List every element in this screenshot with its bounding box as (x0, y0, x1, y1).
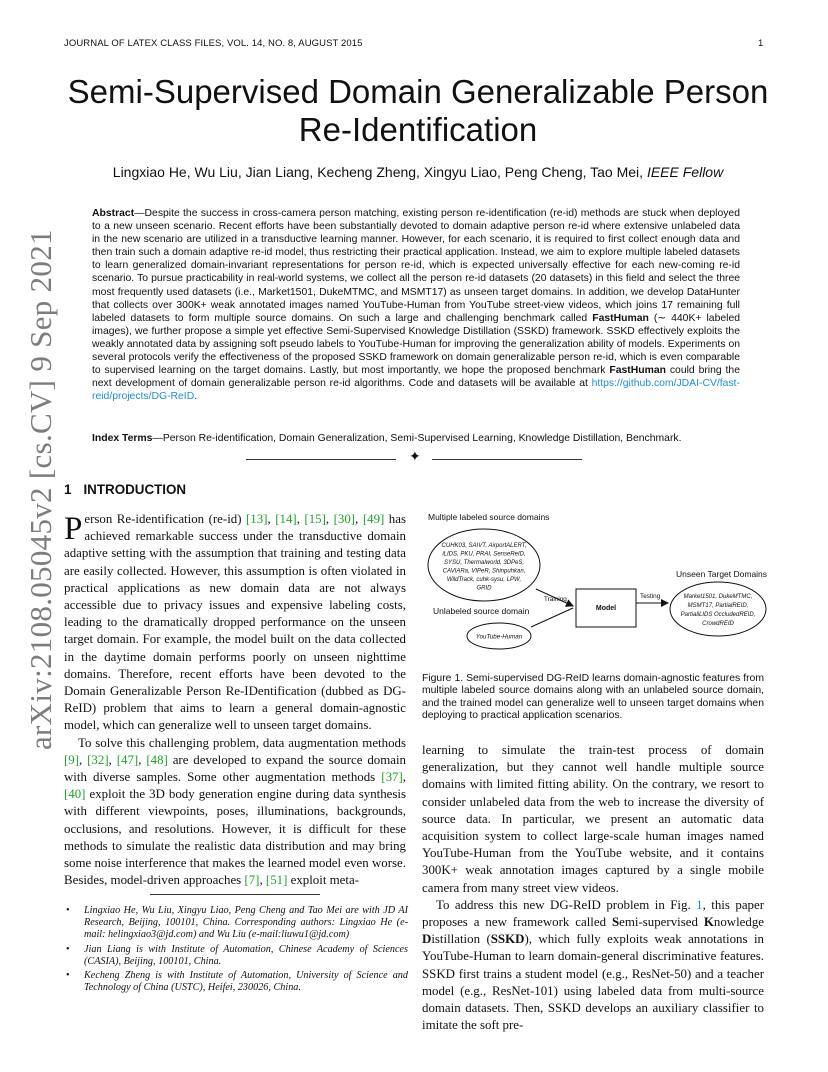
body-text: emi-supervised (619, 915, 704, 930)
left-column (64, 482, 406, 889)
footnote-item (64, 944, 408, 968)
source-dataset-line: iLIDS, PKU, PRAI, SenseReID, (442, 551, 526, 558)
arxiv-identifier-text: arXiv:2108.05045v2 [cs.CV] 9 Sep 2021 (23, 229, 58, 750)
citation-link[interactable]: [32] (87, 752, 109, 767)
section-heading (64, 482, 406, 497)
target-dataset-line: MSMT17, PartialREID, (687, 603, 749, 609)
method-acronym: SSKD (490, 932, 525, 947)
source-dataset-line: GRID (476, 585, 492, 592)
citation-link[interactable]: [7] (244, 873, 260, 888)
affiliation-footnotes (64, 905, 408, 996)
citation-link[interactable]: [48] (146, 752, 168, 767)
target-domain-ellipse (670, 582, 766, 636)
target-dataset-line: PartialiLIDS OccludedREID, (680, 612, 756, 618)
testing-label: Testing (640, 593, 661, 600)
multi-source-title: Multiple labeled source domains (428, 512, 550, 522)
figure-caption: Figure 1. Semi-supervised DG-ReID learns domain-agnostic features from multiple labeled source domains along with an unlabeled source domain, and the trained model can generalize well to unseen target domains when deploying to practical application scenarios. (422, 673, 764, 722)
footnote-rule (150, 894, 320, 895)
intro-text: exploit the 3D body generation engine during data synthesis with different viewpoints, poses, illuminations, backgrounds, occlusions, and resolutions. However, it is difficult for these methods to simulate the realistic data distribution and may bring some noise interference that makes the learned model even worse. Besides, model-driven approaches (64, 787, 406, 888)
body-text: , this paper proposes a new framework called (422, 897, 764, 930)
index-terms-label: Index Terms (92, 433, 153, 444)
footnote-item (64, 905, 408, 942)
benchmark-name: FastHuman (592, 312, 649, 324)
citation-link[interactable]: [9] (64, 752, 80, 767)
footnote-text: Jian Liang is with Institute of Automation, Chinese Academy of Sciences (CASIA), Beijing, 100101, China. (84, 943, 408, 967)
figure-1-diagram (420, 505, 768, 665)
intro-text: exploit meta- (287, 873, 359, 888)
running-header: JOURNAL OF LATEX CLASS FILES, VOL. 14, NO. 8, AUGUST 2015 (64, 38, 363, 49)
abstract-text: (∼ 440K+ labeled images), we further propose a simple yet effective Semi-Supervised Knowledge Distillation (SSKD) framework. SSKD effectively exploits the weakly annotated data by assigning soft pseudo labels to YouTube-Human for improving the generalization ability of models. Experiments on several protocols verify the effectiveness of the proposed SSKD framework on domain generalizable person re-id, which is even comparable to supervised learning on the target domains. Lastly, but most importantly, we hope the proposed benchmark (92, 312, 740, 377)
citation-link[interactable]: [49] (362, 512, 385, 526)
intro-text: To solve this challenging problem, data augmentation methods (78, 735, 406, 750)
code-link[interactable]: https://github.com/JDAI-CV/fast-reid/projects/DG-ReID (92, 378, 740, 403)
model-label: Model (595, 605, 617, 612)
citation-link[interactable]: [30] (333, 512, 356, 526)
citation-link[interactable]: [13] (246, 512, 268, 526)
footnote-item (64, 970, 408, 994)
page-number: 1 (758, 38, 764, 49)
abstract (92, 207, 740, 403)
citation-link[interactable]: [47] (116, 752, 139, 767)
unlabeled-arrow (531, 608, 573, 627)
acronym-letter: K (703, 915, 714, 930)
source-dataset-line: WildTrack, cuhk-sysu, LPW, (446, 577, 522, 583)
right-column (422, 742, 764, 1034)
index-terms (92, 432, 740, 445)
section-separator (246, 452, 586, 466)
citation-link[interactable]: [40] (64, 787, 86, 802)
unlabeled-dataset-name: YouTube-Human (475, 633, 523, 641)
abstract-end: . (194, 391, 198, 403)
author-list (60, 164, 776, 180)
target-dataset-line: CrowdREID (702, 621, 734, 627)
intro-paragraph-2: To solve this challenging problem, data augmentation methods [9], [32], [47], [48] are developed to expand the source domain with diverse samples. Some other augmentation methods [37], [40] exploit the 3D body generation engine during data synthesis with different viewpoints, poses, illuminations, backgrounds, occlusions, and resolutions. However, it is difficult for these methods to simulate the realistic data distribution and may bring some noise interference that makes the learned model even worse. Besides, model-driven approaches [7], [51] exploit meta- (64, 735, 406, 888)
body-text: ), which fully exploits weak annotations in YouTube-Human to learn domain-general discriminative features. SSKD first trains a student model (e.g., ResNet-50) and a teacher model (e.g., ResNet-101) using labeled data from multi-source domain datasets. Then, SSKD develops an auxiliary classifier to imitate the soft pre- (422, 932, 764, 1033)
training-label: Training (544, 596, 567, 603)
bullet-icon: • (66, 905, 70, 916)
source-dataset-line: SYSU, Thermalworld, 3DPeS, (443, 560, 525, 566)
source-dataset-line: CUHK03, SAIVT, AirportALERT, (441, 543, 527, 549)
bullet-icon: • (66, 970, 70, 982)
acronym-letter: S (611, 915, 620, 930)
figure-reference[interactable]: 1 (696, 897, 703, 912)
abstract-text: could bring the next development of domain generalizable person re-id algorithms. Code and datasets will be available at (92, 365, 740, 390)
footnote-text: Lingxiao He, Wu Liu, Xingyu Liao, Peng Cheng and Tao Mei are with JD AI Research, Beijing, 100101, China. Corresponding authors: Lingxiao He (e-mail: helingxiao3@jd.com) and Wu Liu (e-mail:liuwu1@jd.com) (84, 905, 408, 941)
section-number: 1 (64, 482, 72, 497)
footnote-text: Kecheng Zheng is with Institute of Automation, University of Science and Technology of China (USTC), Heifei, 230026, China. (84, 970, 408, 994)
intro-paragraph-1: Person Re-identification (re-id) [13], [14], [15], [30], [49] has achieved remarkable success under the transductive domain adaptive setting with the assumption that training and testing data are easily collected. However, this assumption is often violated in practical applications as new domain data are not always accessible due to privacy issues and expensive labeling costs, leading to the dramatically dropped performance on the unseen target domain. For example, the model built on the data collected in the daytime domain performs poorly on unseen nighttime domains. Therefore, recent efforts have been devoted to the Domain Generalizable Person Re-IDentification (dubbed as DG-ReID) problem that aims to learn a general domain-agnostic model, which can generalize well to unseen target domains. (64, 511, 406, 733)
separator-line (432, 459, 582, 460)
citation-link[interactable]: [14] (275, 512, 297, 526)
body-text: istillation ( (431, 932, 491, 947)
citation-link[interactable]: [51] (265, 873, 288, 888)
intro-text: erson Re-identification (re-id) (84, 512, 247, 526)
intro-text: are developed to expand the source domain with diverse samples. Some other augmentation methods (64, 752, 406, 785)
author-names: Lingxiao He, Wu Liu, Jian Liang, Kecheng Zheng, Xingyu Liao, Peng Cheng, Tao Mei, (112, 164, 644, 180)
citation-link[interactable]: [37] (381, 770, 403, 785)
abstract-text: —Despite the success in cross-camera person matching, existing person re-identification (re-id) methods are stuck when deployed to a new unseen scenario. Recent efforts have been substantially devoted to domain adaptive person re-id where extensive unlabeled data in the new scenario are utilized in a transductive learning manner. However, for each scenario, it is required to first collect enough data and then train such a domain adaptive re-id model, thus restricting their practical application. Instead, we aim to explore multiple labeled datasets to learn generalized domain-invariant representations for person re-id, which is expected universally effective for each new-coming re-id scenario. To pursue practicability in real-world systems, we collect all the person re-id datasets (20 datasets) in this field and select the three most frequently used datasets (i.e., Market1501, DukeMTMC, and MSMT17) as unseen target domains. In addition, we develop DataHunter that collects over 300K+ weak annotated images named YouTube-Human from YouTube street-view videos, which joins 17 remaining full labeled datasets to form multiple source domains. On such a large and challenging benchmark called (92, 208, 740, 324)
section-title: INTRODUCTION (83, 482, 187, 497)
separator-line (246, 459, 396, 460)
body-text: To address this new DG-ReID problem in Fig. (436, 897, 697, 912)
right-paragraph-2 (422, 897, 764, 1035)
citation-link[interactable]: [15] (304, 512, 326, 526)
target-domains-title: Unseen Target Domains (676, 569, 768, 579)
diamond-star-icon: ✦ (409, 450, 421, 465)
paper-title: Semi-Supervised Domain Generalizable Person Re-Identification (67, 73, 769, 148)
intro-text: has achieved remarkable success under the transductive domain adaptive setting with the assumption that training and testing data are easily collected. However, this assumption is often violated in practical applications as new domain data are not always accessible due to privacy issues and expensive labeling costs, leading to the dramatically dropped performance on the unseen target domain. For example, the model built on the data collected in the daytime domain performs poorly on unseen nighttime domains. Therefore, recent efforts have been devoted to the Domain Generalizable Person Re-IDentification (dubbed as DG-ReID) problem that aims to learn a general domain-agnostic model, which can generalize well to unseen target domains. (64, 512, 406, 733)
acronym-letter: D (422, 932, 432, 947)
body-text: nowledge (713, 915, 764, 930)
abstract-label: Abstract (92, 208, 135, 219)
source-dataset-line: CAVIARa, VIPeR, Shinpuhkan, (442, 568, 526, 575)
benchmark-name: FastHuman (609, 365, 666, 377)
drop-cap: P (64, 511, 83, 547)
bullet-icon: • (66, 943, 70, 955)
unlabeled-source-title: Unlabeled source domain (433, 606, 530, 616)
right-paragraph-1: learning to simulate the train-test process of domain generalization, but they cannot well handle multiple source domains with limited fitting ability. On the contrary, we resort to consider unlabeled data from the web to increase the diversity of source data. In particular, we present an automatic data acquisition system to collect large-scale human images named YouTube-Human from the YouTube website, and it contains 300K+ weak annotation images captured by a single mobile camera from many street view videos. (422, 743, 764, 895)
index-terms-text: —Person Re-identification, Domain Generalization, Semi-Supervised Learning, Knowledge Distillation, Benchmark. (152, 433, 682, 444)
author-fellow-note: IEEE Fellow (646, 164, 724, 180)
target-dataset-line: Market1501, DukeMTMC, (683, 594, 753, 600)
